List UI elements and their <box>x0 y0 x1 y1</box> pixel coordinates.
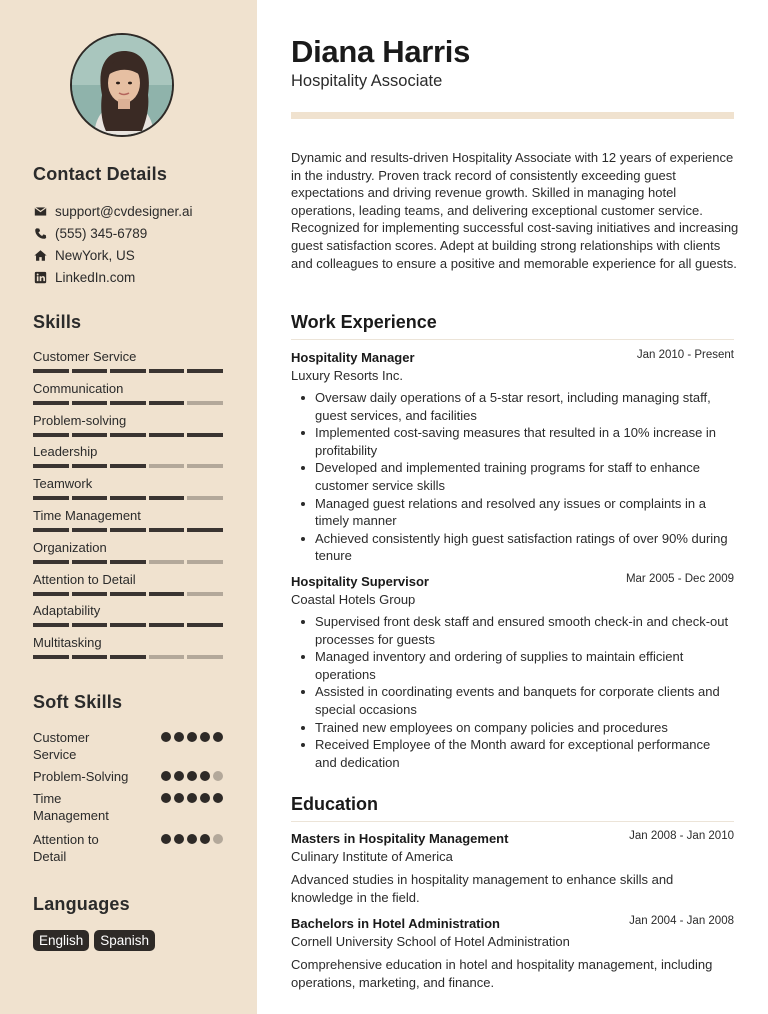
job-bullet: Achieved consistently high guest satisfaction ratings of over 90% during tenure <box>291 530 734 565</box>
skill-level-segment <box>110 433 146 437</box>
skill-level-segment <box>110 655 146 659</box>
soft-skill-rating <box>161 771 223 785</box>
skill-label: Time Management <box>33 508 141 523</box>
contact-linkedin[interactable] <box>33 270 135 285</box>
skill-level-segment <box>110 623 146 627</box>
skill-item <box>33 540 223 564</box>
edu-description: Advanced studies in hospitality management to enhance skills and knowledge in the field. <box>291 872 674 905</box>
skill-level-segment <box>187 369 223 373</box>
skill-level-segment <box>72 496 108 500</box>
soft-skill-item <box>33 790 223 824</box>
soft-skill-item <box>33 831 223 865</box>
languages-list <box>33 930 155 951</box>
job-bullet: Supervised front desk staff and ensured smooth check-in and check-out processes for guests <box>291 613 734 648</box>
skill-level-segment <box>33 592 69 596</box>
job-bullet: Received Employee of the Month award for exceptional performance and dedication <box>291 736 734 771</box>
job-bullet: Oversaw daily operations of a 5-star resort, including managing staff, guest services, and facilities <box>291 389 734 424</box>
skill-level-segment <box>149 623 185 627</box>
skill-level-segment <box>149 560 185 564</box>
job-bullet: Implemented cost-saving measures that resulted in a 10% increase in profitability <box>291 424 734 459</box>
job-bullet: Developed and implemented training programs for staff to enhance customer service skills <box>291 459 734 494</box>
skill-level-segment <box>187 655 223 659</box>
contact-phone[interactable] <box>33 226 147 241</box>
skill-level-segment <box>72 433 108 437</box>
skill-level-bar <box>33 496 223 500</box>
skill-label: Communication <box>33 380 124 396</box>
soft-skill-rating <box>161 793 223 824</box>
skill-label: Adaptability <box>33 603 101 619</box>
avatar-portrait-image <box>72 35 174 137</box>
job-bullets <box>291 613 734 771</box>
skill-level-segment <box>72 528 108 532</box>
skill-label: Problem-solving <box>33 412 127 428</box>
rating-dot <box>161 834 171 844</box>
education-heading: Education <box>291 794 734 822</box>
skill-item <box>33 444 223 468</box>
edu-school: Cornell University School of Hotel Administration <box>291 934 570 949</box>
skill-item <box>33 413 223 437</box>
edu-school: Culinary Institute of America <box>291 849 453 864</box>
language-badge: Spanish <box>94 930 155 951</box>
skill-level-segment <box>33 496 69 500</box>
skill-level-segment <box>33 433 69 437</box>
skill-level-segment <box>149 433 185 437</box>
skill-level-segment <box>149 496 185 500</box>
linkedin-icon <box>33 271 47 285</box>
skill-level-segment <box>149 464 185 468</box>
phone-icon <box>33 227 47 241</box>
soft-skill-label: Attention to Detail <box>33 832 99 864</box>
rating-dot <box>187 732 197 742</box>
person-name: Diana Harris <box>291 34 471 69</box>
skill-level-bar <box>33 464 223 468</box>
skill-level-segment <box>187 560 223 564</box>
avatar <box>70 33 174 137</box>
skill-level-bar <box>33 623 223 627</box>
header-divider <box>291 112 734 119</box>
contact-linkedin-text: LinkedIn.com <box>55 270 136 285</box>
skill-level-bar <box>33 401 223 405</box>
skill-level-segment <box>72 464 108 468</box>
skill-level-segment <box>72 369 108 373</box>
skill-item <box>33 349 223 373</box>
job-bullet: Managed guest relations and resolved any issues or complaints in a timely manner <box>291 495 734 530</box>
skill-level-bar <box>33 433 223 437</box>
skill-level-segment <box>110 369 146 373</box>
rating-dot <box>161 793 171 803</box>
soft-skill-rating <box>161 732 223 763</box>
rating-dot <box>213 771 223 781</box>
rating-dot <box>213 793 223 803</box>
skill-label: Leadership <box>33 444 98 460</box>
skill-level-segment <box>33 655 69 659</box>
skill-level-segment <box>187 401 223 405</box>
skill-level-segment <box>149 369 185 373</box>
languages-heading: Languages <box>33 894 130 914</box>
skill-level-segment <box>72 401 108 405</box>
rating-dot <box>187 793 197 803</box>
contact-email[interactable] <box>33 204 193 219</box>
skill-item <box>33 603 223 627</box>
skills-heading: Skills <box>33 312 82 332</box>
skill-level-segment <box>33 560 69 564</box>
job-date: Jan 2010 - Present <box>636 349 734 361</box>
rating-dot <box>161 732 171 742</box>
edu-degree: Masters in Hospitality Management <box>291 831 509 846</box>
skill-level-segment <box>72 623 108 627</box>
job-company: Luxury Resorts Inc. <box>291 368 403 383</box>
skill-level-segment <box>33 528 69 532</box>
skill-item <box>33 381 223 405</box>
skill-level-segment <box>110 560 146 564</box>
rating-dot <box>174 771 184 781</box>
edu-date: Jan 2008 - Jan 2010 <box>629 830 734 842</box>
skill-item <box>33 508 223 532</box>
job-bullet: Assisted in coordinating events and banquets for corporate clients and special occasions <box>291 683 734 718</box>
skill-item <box>33 572 223 596</box>
skill-level-segment <box>110 401 146 405</box>
skill-level-segment <box>110 464 146 468</box>
soft-skill-label: Time Management <box>33 791 109 823</box>
rating-dot <box>213 834 223 844</box>
skill-label: Customer Service <box>33 349 137 364</box>
skill-label: Attention to Detail <box>33 571 136 587</box>
rating-dot <box>200 793 210 803</box>
language-badge: English <box>33 930 89 951</box>
rating-dot <box>200 732 210 742</box>
rating-dot <box>213 732 223 742</box>
job-title: Hospitality Manager <box>291 350 415 365</box>
rating-dot <box>161 771 171 781</box>
skill-level-segment <box>72 560 108 564</box>
person-role: Hospitality Associate <box>291 72 443 90</box>
job-company: Coastal Hotels Group <box>291 592 416 607</box>
skill-level-segment <box>72 592 108 596</box>
rating-dot <box>187 771 197 781</box>
skill-level-segment <box>187 464 223 468</box>
skill-level-bar <box>33 592 223 596</box>
summary-text: Dynamic and results-driven Hospitality Associate with 12 years of experience in the industry. Proven track record of consistently exceeding guest expectations and driving revenue growth. Skilled in managing hotel operations, leading teams, and delivering exceptional customer service. Recognized for implementing successful cost-saving initiatives and increasing guest satisfaction scores. Adept at building strong relationships with clients and colleagues to ensure a positive and memorable experience for all guests. <box>291 150 739 271</box>
rating-dot <box>174 732 184 742</box>
soft-skill-label: Problem-Solving <box>33 769 129 784</box>
skill-level-bar <box>33 560 223 564</box>
soft-skills-heading: Soft Skills <box>33 692 123 712</box>
skill-level-bar <box>33 655 223 659</box>
job-bullets <box>291 389 734 565</box>
contact-location-text: NewYork, US <box>55 248 135 263</box>
skill-level-segment <box>33 464 69 468</box>
skill-level-segment <box>187 592 223 596</box>
skill-level-segment <box>33 623 69 627</box>
skill-level-segment <box>110 528 146 532</box>
skill-level-segment <box>187 623 223 627</box>
skill-item <box>33 476 223 500</box>
skill-level-segment <box>72 655 108 659</box>
skill-level-segment <box>33 401 69 405</box>
edu-date: Jan 2004 - Jan 2008 <box>629 915 734 927</box>
rating-dot <box>187 834 197 844</box>
job-bullet: Managed inventory and ordering of supplies to maintain efficient operations <box>291 648 734 683</box>
skill-item <box>33 635 223 659</box>
skill-level-segment <box>149 528 185 532</box>
rating-dot <box>200 834 210 844</box>
contact-email-text: support@cvdesigner.ai <box>55 204 193 219</box>
contact-location <box>33 248 135 263</box>
sidebar <box>0 0 257 1014</box>
soft-skill-item <box>33 729 223 763</box>
envelope-icon <box>33 205 47 219</box>
skill-level-segment <box>149 592 185 596</box>
work-heading: Work Experience <box>291 312 734 340</box>
rating-dot <box>174 834 184 844</box>
skill-level-segment <box>187 528 223 532</box>
home-icon <box>33 249 47 263</box>
job-bullet: Trained new employees on company policies and procedures <box>291 719 734 737</box>
job-title: Hospitality Supervisor <box>291 574 429 589</box>
contact-phone-text: (555) 345-6789 <box>55 226 148 241</box>
skill-level-segment <box>110 592 146 596</box>
skill-label: Organization <box>33 539 107 555</box>
rating-dot <box>200 771 210 781</box>
edu-description: Comprehensive education in hotel and hospitality management, including operations, marketing, and finance. <box>291 957 713 990</box>
skill-level-bar <box>33 528 223 532</box>
skill-label: Teamwork <box>33 476 93 492</box>
contact-heading: Contact Details <box>33 164 168 184</box>
skill-level-segment <box>187 433 223 437</box>
skill-level-bar <box>33 369 223 373</box>
soft-skill-rating <box>161 834 223 865</box>
rating-dot <box>174 793 184 803</box>
skill-level-segment <box>33 369 69 373</box>
job-date: Mar 2005 - Dec 2009 <box>625 573 734 585</box>
skill-level-segment <box>149 401 185 405</box>
soft-skill-item <box>33 768 223 785</box>
soft-skill-label: Customer Service <box>33 730 90 762</box>
skill-level-segment <box>149 655 185 659</box>
skill-level-segment <box>110 496 146 500</box>
skill-label: Multitasking <box>33 635 102 651</box>
skill-level-segment <box>187 496 223 500</box>
edu-degree: Bachelors in Hotel Administration <box>291 916 500 931</box>
